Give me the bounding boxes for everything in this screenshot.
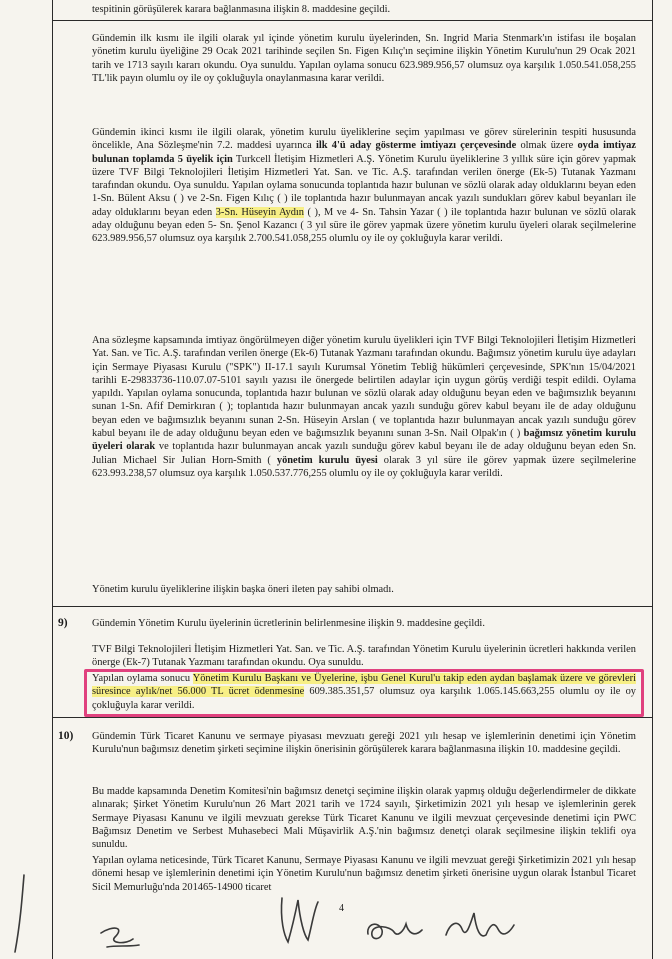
handwritten-signature [360,900,430,955]
item9-motion-read: TVF Bilgi Teknolojileri İletişim Hizmetleri Yat. San. ve Tic. A.Ş. tarafından Yönetim Kurulu üyelerinin ücretleri hakkında verilen önerge (Ek-7) Tutanak Yazmanı tarafından okundu. Oya sunuldu. [92,644,636,669]
item9-heading: Gündemin Yönetim Kurulu üyelerinin ücretlerinin belirlenmesine ilişkin 9. maddesine geçildi. [92,618,485,629]
page-number: 4 [339,903,344,914]
item10-vote-result: Yapılan oylama neticesinde, Türk Ticaret Kanunu, Sermaye Piyasası Kanunu ve ilgili mevzuat gereği Şirketimizin 2021 yılı hesap dönemi hesap ve işlemlerinin denetimi için Yönetim Kurulu'nun bağımsız denetim şirketi önerisine uygun olarak İstanbul Ticaret Sicil Memurluğu'nda 201465-14900 ticaret [92,855,636,893]
item-number: 10) [58,730,74,742]
table-right-border [652,0,653,959]
item10-heading: Gündemin Türk Ticaret Kanunu ve sermaye piyasası mevzuatı gereği 2021 yılı hesap ve işlemlerinin denetimi için Yönetim Kurulu'nun bağımsız denetim şirketi seçimine ilişkin önerisinin görüşülerek karara bağlanmasına ilişkin 10. maddesine geçildi. [92,731,636,756]
row-divider [52,717,653,718]
initials-signature [268,880,328,955]
table-left-border [52,0,53,959]
annotation-box [84,669,644,717]
margin-mark-signature [0,860,60,959]
paragraph-board-appointment: Gündemin ilk kısmı ile ilgili olarak yıl içinde yönetim kurulu üyelerinden, Sn. Ingrid Maria Stenmark'ın istifası ile boşalan yönetim kurulu üyeliğine 29 Ocak 2021 tarihinde seçilen Sn. Figen Kılıç'ın seçimine ilişkin Yönetim Kurulu'nun 29 Ocak 2021 tarih ve 1713 sayılı kararı okundu. Oya sunuldu. Yapılan oylama sonucu 623.989.956,57 olumsuz oya karşılık 1.050.541.058,255 TL'lik payın olumlu oy ile oy çokluğuyla onaylanmasına karar verildi. [92,33,636,84]
paragraph-independent-members: Ana sözleşme kapsamında imtiyaz öngörülmeyen diğer yönetim kurulu üyelikleri için TVF Bilgi Teknolojileri İletişim Hizmetleri Yat. San. ve Tic. A.Ş. tarafından verilen önerge (Ek-6) Tutanak Yazmanı tarafından okundu. Bağımsız yönetim kurulu üye adayları için Sermaye Piyasası Kurulu ("SPK") II-17.1 sayılı Kurumsal Yönetim Tebliğ hükümleri çerçevesinde, SPK'nın 15/04/2021 tarihli E-29833736-110.07.07-5101 sayılı yazısı ile önergede belirtilen adaylar için uygun görüş verdiği tespit edildi. Oylama yapıldı. Yapılan oylama sonucunda, toplantıda hazır bulunan ve sözlü olarak aday olduğunu beyan eden ve bağımsızlık beyanını sunan 1-Sn. Afif Demirkıran ( ); toplantıda hazır bulunmayan ancak yazılı sunduğu görev kabul beyanı ile de aday olduğunu beyan eden ve bağımsızlık beyanını sunan 2-Sn. Hüseyin Arslan ( ve toplantıda hazır bulunmayan ancak yazılı sunduğu görev kabul beyanı ile de aday olduğunu beyan eden ve bağımsızlık beyanını sunan 3-Sn. Nail Olpak'ın ( ) bağımsız yönetim kurulu üyeleri olarak ve toplantıda hazır bulunmayan ancak yazılı sunduğu görev kabul beyanı ile de aday olduğunu beyan eden Sn. Julian Michael Sir Julian Horn-Smith ( yönetim kurulu üyesi olarak 3 yıl süre ile görev yapmak üzere seçilmelerine 623.993.238,57 olumsuz oya karşılık 1.050.537.776,255 olumlu oy ile oy çokluğuyla karar verildi. [92,335,637,479]
item9-vote-result: Yapılan oylama sonucu Yönetim Kurulu Başkanı ve Üyelerine, işbu Genel Kurul'u takip eden aydan başlamak üzere ve görevleri süresince aylık/net 56.000 TL ücret ödenmesine 609.385.351,57 olumsuz oya karşılık 1.065.145.663,255 olumlu oy ile oy çokluğuyla karar verildi. [92,673,636,711]
paragraph-board-election-privileged: Gündemin ikinci kısmı ile ilgili olarak, yönetim kurulu üyeliklerine seçim yapılması ve görev sürelerinin tespiti hususunda öncelikle, Ana Sözleşme'nin 7.2. maddesi uyarınca ilk 4'ü aday gösterme imtiyazı çerçevesinde olmak üzere oyda imtiyaz bulunan toplamda 5 üyelik için Turkcell İletişim Hizmetleri A.Ş. Yönetim Kurulu üyeliklerine 3 yıllık süre için görev yapmak üzere TVF Bilgi Teknolojileri İletişim Hizmetleri Yat. San. ve Tic. A.Ş. tarafından verilen önerge (Ek-5) Tutanak Yazmanı tarafından okundu. Oya sunuldu. Yapılan oylama sonucunda toplantıda hazır bulunan ve sözlü olarak aday olduklarını beyan eden 1-Sn. Bülent Aksu ( ) ve 2-Sn. Figen Kılıç ( ) ile toplantıda hazır bulunmayan ancak yazılı sundukları görev kabul beyanları ile aday olduklarını beyan eden 3-Sn. Hüseyin Aydın ( ), M ve 4- Sn. Tahsin Yazar ( ) ile toplantıda hazır bulunan ve sözlü olarak aday olduğunu beyan eden 5- Sn. Şenol Kazancı ( 3 yıl süre ile görev yapmak üzere yönetim kurulu üyeleri olarak seçilmelerine 623.989.956,57 olumsuz oya karşılık 2.700.541.058,255 olumlu oy ile oy çokluğuyla karar verildi. [92,127,636,245]
initials-signature [95,905,155,955]
item-number: 9) [58,617,68,629]
item10-auditor-proposal: Bu madde kapsamında Denetim Komitesi'nin bağımsız denetçi seçimine ilişkin olarak yapmış olduğu değerlendirmeler de dikkate alınarak; Şirket Yönetim Kurulu'nun 26 Mart 2021 tarih ve 1724 sayılı, Şirketimizin 2021 yılı hesap ve işlemlerinin gerek Sermaye Piyasası Kanunu ve ilgili mevzuatı gerekse Türk Ticaret Kanunu ve ilgili mevzuat çerçevesinde denetimi için PWC Bağımsız Denetim ve Serbest Muhasebeci Mali Müşavirlik A.Ş.'nin bağımsız denetçi olarak seçilmesine ilişkin teklifi oya sunuldu. [92,786,636,851]
highlighted-remuneration: Yönetim Kurulu Başkanı ve Üyelerine, işbu Genel Kurul'u takip eden aydan başlamak üzere ve görevleri süresince aylık/net 56.000 TL ücret ödenmesine [92,673,636,698]
highlighted-candidate: 3-Sn. Hüseyin Aydın [215,206,304,218]
paragraph-no-other-proposals: Yönetim kurulu üyeliklerine ilişkin başka öneri ileten pay sahibi olmadı. [92,584,394,595]
row-divider [52,20,653,21]
item8-closing-line: tespitinin görüşülerek karara bağlanmasına ilişkin 8. maddesine geçildi. [92,4,391,15]
row-divider [52,606,653,607]
handwritten-signature [440,895,520,955]
